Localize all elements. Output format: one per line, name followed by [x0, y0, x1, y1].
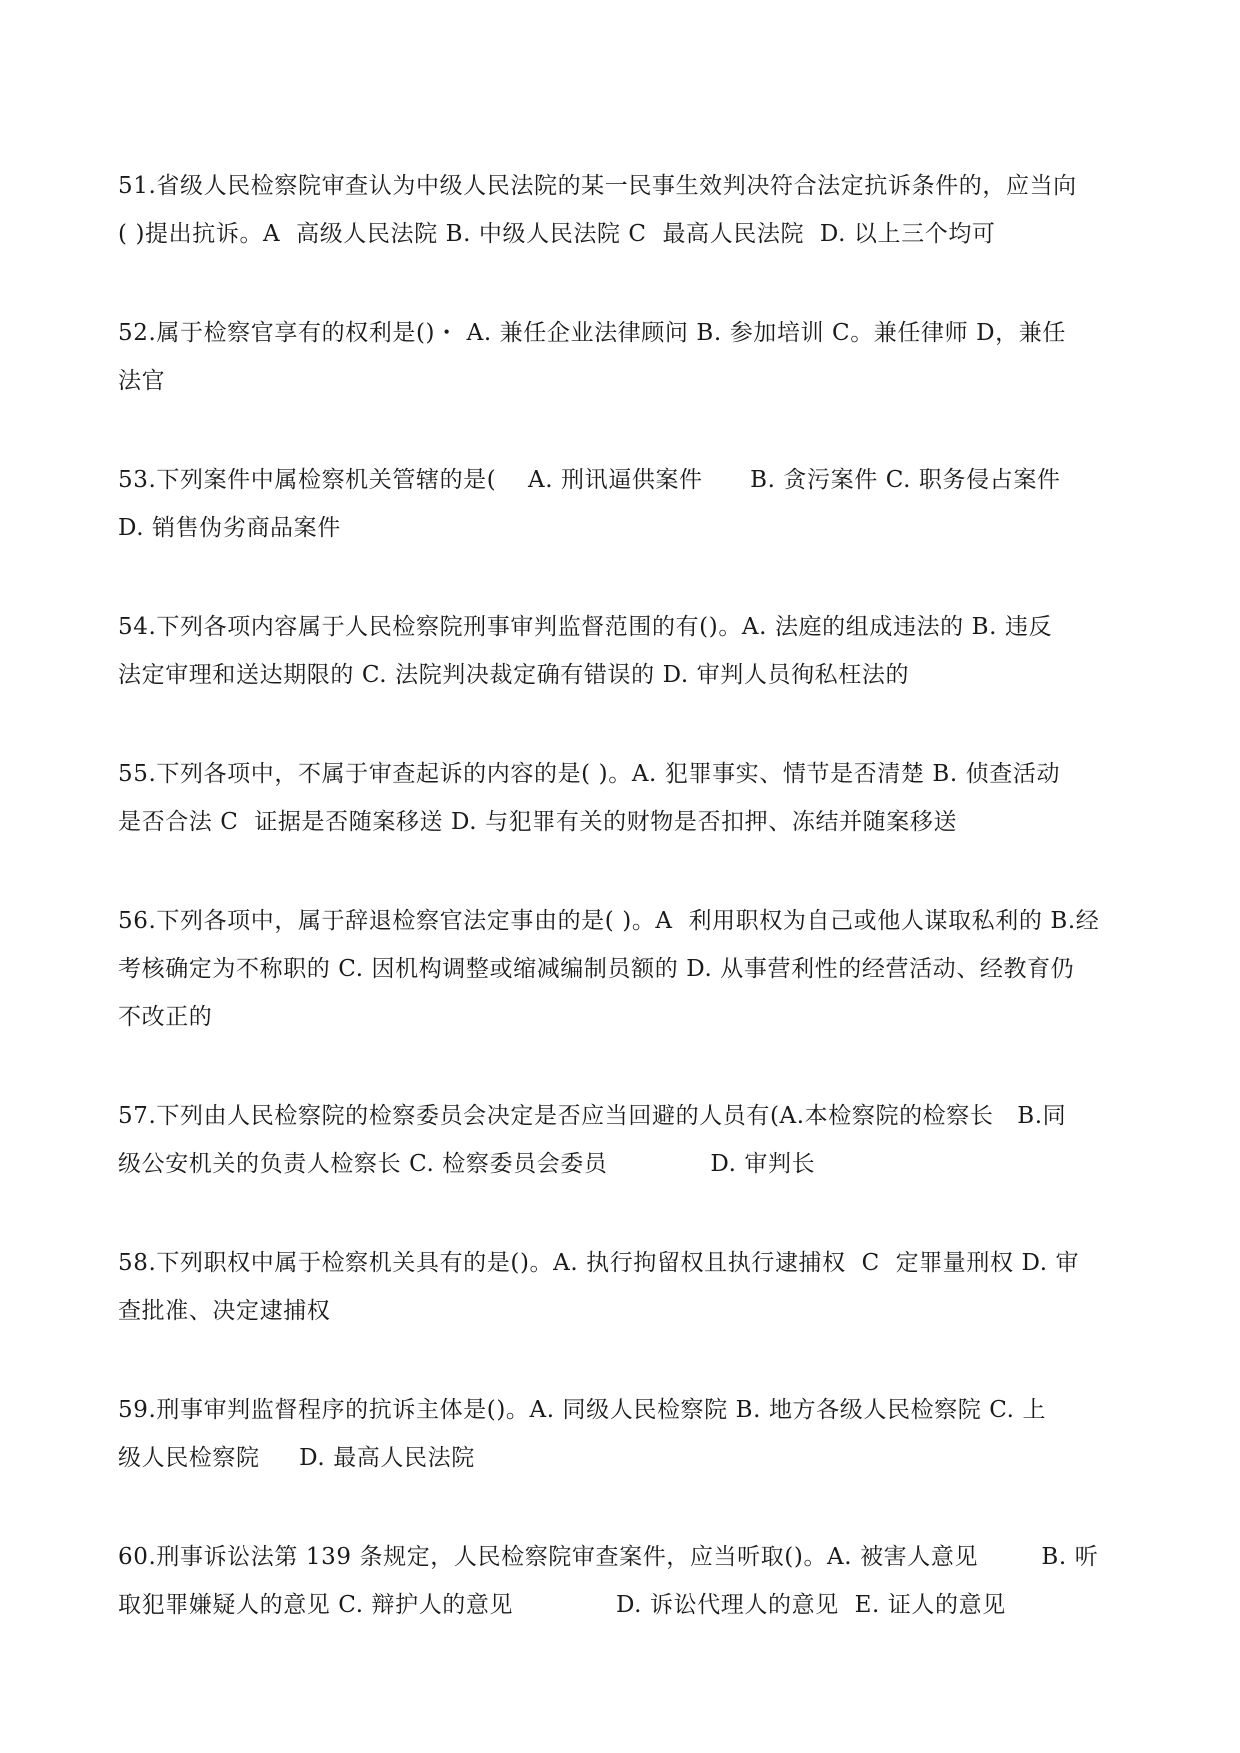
question-55 — [118, 750, 1122, 846]
question-text-line: 58.下列职权中属于检察机关具有的是()。A. 执行拘留权且执行逮捕权 C 定罪量刑权 D. 审 — [118, 1250, 1080, 1276]
question-text-line: 不改正的 — [118, 1004, 213, 1030]
question-text-line: 法官 — [118, 368, 166, 394]
question-text-line: 60.刑事诉讼法第 139 条规定，人民检察院审查案件，应当听取()。A. 被害人意见 B. 听 — [118, 1544, 1099, 1570]
question-text-line: 查批准、决定逮捕权 — [118, 1298, 331, 1324]
question-text-line: D. 销售伪劣商品案件 — [118, 515, 341, 541]
question-text-line: 56.下列各项中，属于辞退检察官法定事由的是( )。A 利用职权为自己或他人谋取私利的 B.经 — [118, 908, 1100, 934]
question-text-line: 52.属于检察官享有的权利是()・ A. 兼任企业法律顾问 B. 参加培训 C。兼任律师 D，兼任 — [118, 320, 1066, 346]
question-54 — [118, 603, 1122, 699]
question-60 — [118, 1533, 1122, 1629]
question-text-line: 法定审理和送达期限的 C. 法院判决裁定确有错误的 D. 审判人员徇私枉法的 — [118, 662, 910, 688]
question-text-line: 级公安机关的负责人检察长 C. 检察委员会委员 D. 审判长 — [118, 1151, 816, 1177]
question-text-line: 是否合法 C 证据是否随案移送 D. 与犯罪有关的财物是否扣押、冻结并随案移送 — [118, 809, 958, 835]
question-list — [118, 162, 1122, 1629]
question-text-line: 55.下列各项中，不属于审查起诉的内容的是( )。A. 犯罪事实、情节是否清楚 B. 侦查活动 — [118, 761, 1061, 787]
question-text-line: 51.省级人民检察院审查认为中级人民法院的某一民事生效判决符合法定抗诉条件的，应当向 — [118, 173, 1077, 199]
question-56 — [118, 897, 1122, 1041]
question-59 — [118, 1386, 1122, 1482]
question-57 — [118, 1092, 1122, 1188]
question-text-line: 考核确定为不称职的 C. 因机构调整或缩减编制员额的 D. 从事营利性的经营活动、经教育仍 — [118, 956, 1075, 982]
question-text-line: 53.下列案件中属检察机关管辖的是( A. 刑讯逼供案件 B. 贪污案件 C. 职务侵占案件 — [118, 467, 1061, 493]
question-text-line: 59.刑事审判监督程序的抗诉主体是()。A. 同级人民检察院 B. 地方各级人民检察院 C. 上 — [118, 1397, 1047, 1423]
question-text-line: 57.下列由人民检察院的检察委员会决定是否应当回避的人员有(A.本检察院的检察长 B.同 — [118, 1103, 1067, 1129]
question-53 — [118, 456, 1122, 552]
question-text-line: 取犯罪嫌疑人的意见 C. 辩护人的意见 D. 诉讼代理人的意见 E. 证人的意见 — [118, 1592, 1006, 1618]
question-text-line: ( )提出抗诉。A 高级人民法院 B. 中级人民法院 C 最高人民法院 D. 以上三个均可 — [118, 221, 996, 247]
question-text-line: 54.下列各项内容属于人民检察院刑事审判监督范围的有()。A. 法庭的组成违法的 B. 违反 — [118, 614, 1053, 640]
question-51 — [118, 162, 1122, 258]
question-text-line: 级人民检察院 D. 最高人民法院 — [118, 1445, 475, 1471]
question-52 — [118, 309, 1122, 405]
question-58 — [118, 1239, 1122, 1335]
